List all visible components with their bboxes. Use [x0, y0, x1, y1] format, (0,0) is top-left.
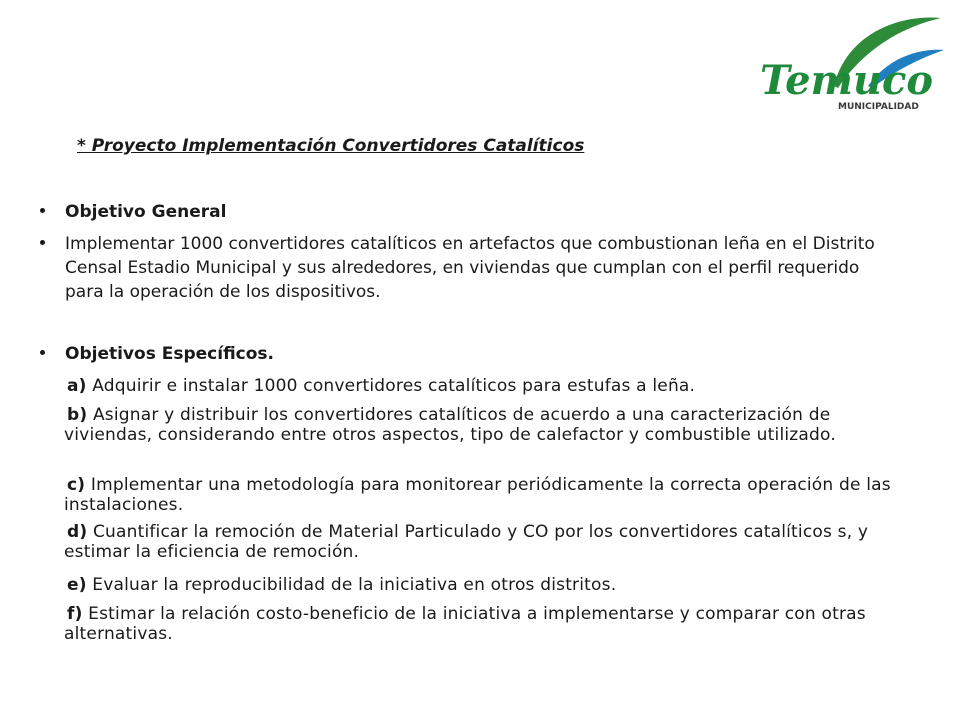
item-letter: e) [67, 575, 87, 595]
slide-title: * Proyecto Implementación Convertidores Catalíticos [77, 136, 585, 156]
objetivo-especifico-a [64, 376, 904, 396]
objetivo-general-text: Implementar 1000 convertidores catalíticos en artefactos que combustionan leña en el Distrito Censal Estadio Municipal y sus alrededores, en viviendas que cumplan con el perfil requerido para la operación de los dispositivos. [65, 234, 875, 302]
objetivo-especifico-f [64, 604, 904, 644]
item-text: Implementar una metodología para monitorear periódicamente la correcta operación de las instalaciones. [64, 475, 891, 515]
item-text: Asignar y distribuir los convertidores catalíticos de acuerdo a una caracterización de viviendas, considerando entre otros aspectos, tipo de calefactor y combustible utilizado. [64, 405, 836, 445]
objetivo-especifico-e [64, 575, 904, 595]
bullet-dot-icon [40, 240, 45, 245]
objetivo-especifico-c [64, 475, 904, 515]
item-letter: a) [67, 376, 87, 396]
item-letter: b) [67, 405, 88, 425]
item-text: Cuantificar la remoción de Material Particulado y CO por los convertidores catalíticos s, y estimar la eficiencia de remoción. [64, 522, 869, 562]
objetivo-especifico-b [64, 405, 904, 445]
objetivo-general-heading: Objetivo General [65, 202, 227, 222]
objetivo-especifico-d [64, 522, 904, 562]
item-letter: d) [67, 522, 88, 542]
objetivos-especificos-heading: Objetivos Específicos. [65, 344, 274, 364]
item-letter: f) [67, 604, 83, 624]
bullet-dot-icon [40, 208, 45, 213]
item-letter: c) [67, 475, 86, 495]
bullet-dot-icon [40, 350, 45, 355]
item-text: Adquirir e instalar 1000 convertidores catalíticos para estufas a leña. [86, 376, 696, 396]
logo-subtext: MUNICIPALIDAD [838, 102, 919, 112]
item-text: Evaluar la reproducibilidad de la iniciativa en otros distritos. [86, 575, 617, 595]
temuco-logo [756, 8, 948, 116]
logo-text: Temuco [760, 57, 934, 104]
item-text: Estimar la relación costo-beneficio de la iniciativa a implementarse y comparar con otras alternativas. [64, 604, 866, 644]
